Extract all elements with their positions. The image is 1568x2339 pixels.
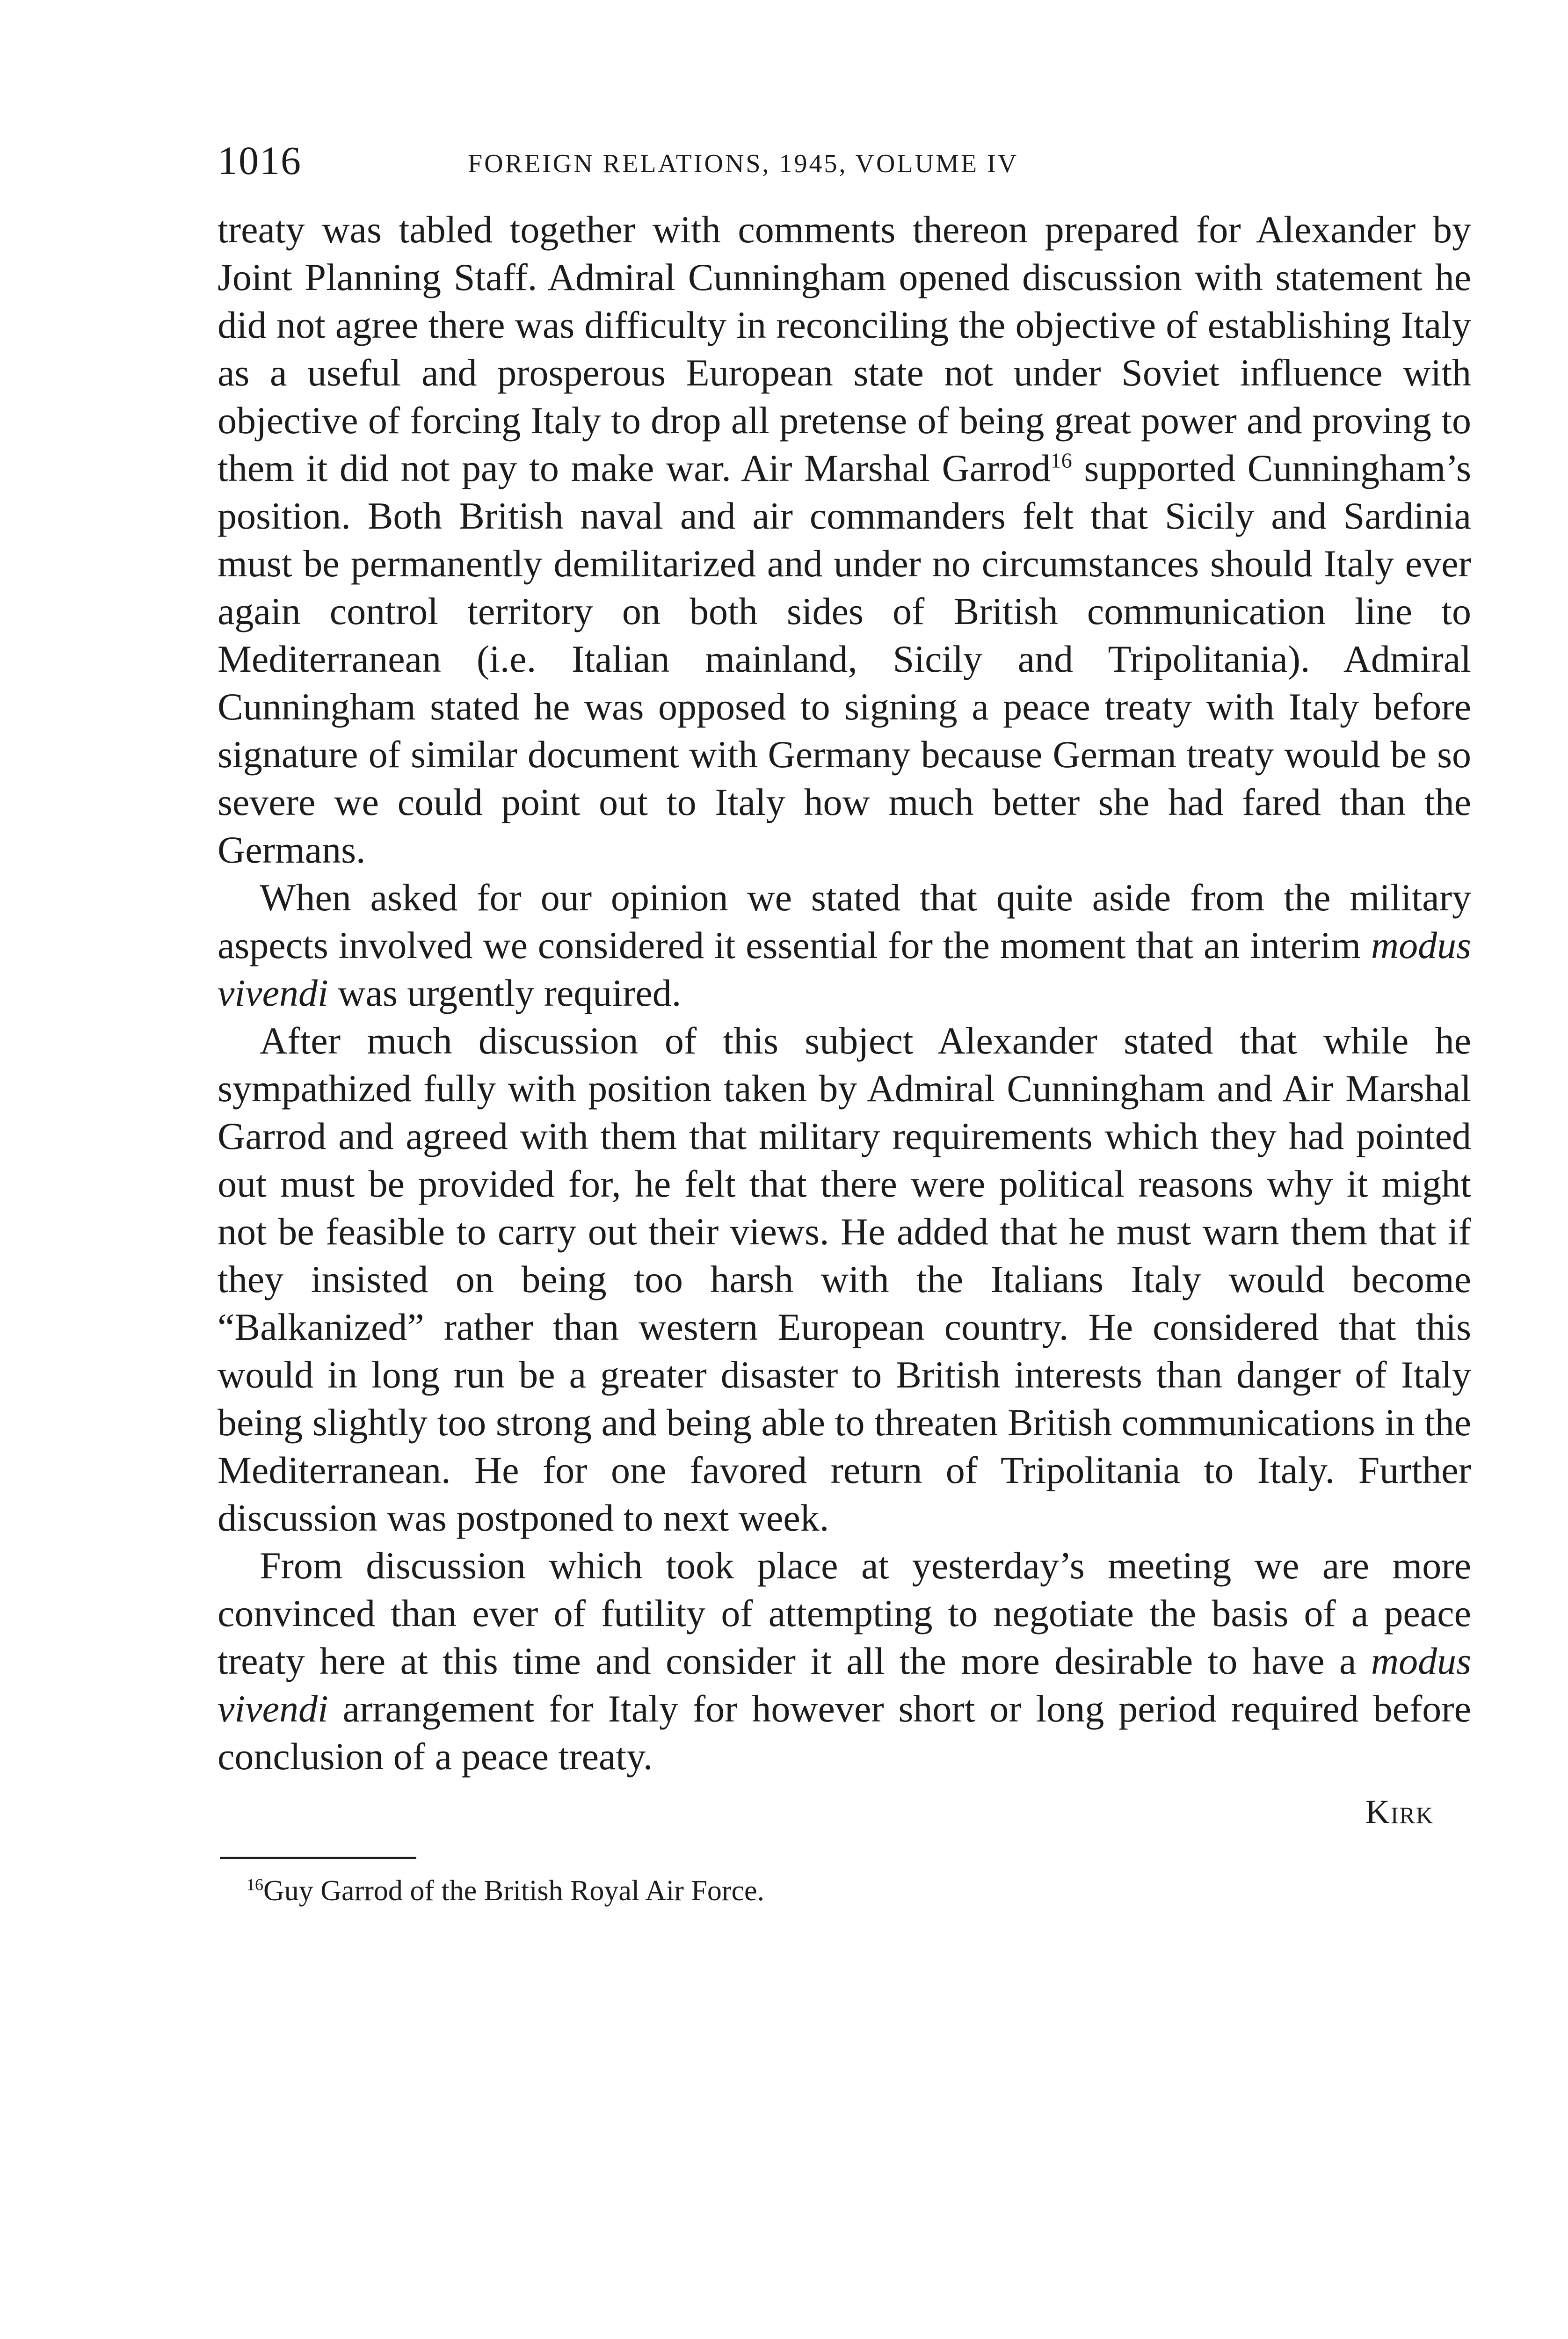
paragraph-2-text-b: was urgently required. (328, 972, 682, 1014)
paragraph-4 (218, 1542, 1471, 1780)
signature: Kirk (1365, 1793, 1434, 1831)
paragraph-1 (218, 206, 1471, 874)
footnote-reference: 16 (1050, 448, 1072, 472)
footnote-divider (220, 1857, 416, 1859)
footnote-marker: 16 (247, 1875, 263, 1894)
paragraph-1-text-b: supported Cunningham’s position. Both British naval and air commanders felt that Sicily and Sardinia must be permanently demilitarized and under no circumstances should Italy ever again control territory on both sides of British communication line to Mediterranean (i.e. Italian mainland, Sicily and Tripolitania). Admiral Cunningham stated he was opposed to signing a peace treaty with Italy before signature of similar document with Germany because German treaty would be so severe we could point out to Italy how much better she had fared than the Germans. (218, 447, 1471, 871)
paragraph-4-text-a: From discussion which took place at yesterday’s meeting we are more convinced than ever of futility of attempting to negotiate the basis of a peace treaty here at this time and consider it all the more desirable to have a (218, 1544, 1471, 1682)
footnote (247, 1872, 1471, 1910)
running-head: FOREIGN RELATIONS, 1945, VOLUME IV (468, 149, 1019, 178)
page-header (218, 140, 1471, 206)
body-text (218, 206, 1471, 1780)
paragraph-2 (218, 874, 1471, 1017)
paragraph-4-italic: modus vivendi (218, 1640, 1471, 1730)
paragraph-2-text-a: When asked for our opinion we stated that quite aside from the military aspects involved we considered it essential for the moment that an interim (218, 876, 1471, 966)
paragraph-2-italic: modus vivendi (218, 924, 1471, 1014)
document-page (218, 140, 1471, 1910)
paragraph-4-text-b: arrangement for Italy for however short or long period required before conclusion of a peace treaty. (218, 1687, 1471, 1778)
footnote-text: Guy Garrod of the British Royal Air Force. (263, 1875, 765, 1907)
paragraph-3: After much discussion of this subject Alexander stated that while he sympathized fully with position taken by Admiral Cunningham and Air Marshal Garrod and agreed with them that military requirements which they had pointed out must be provided for, he felt that there were political reasons why it might not be feasible to carry out their views. He added that he must warn them that if they insisted on being too harsh with the Italians Italy would become “Balkanized” rather than western European country. He considered that this would in long run be a greater disaster to British interests than danger of Italy being slightly too strong and being able to threaten British communications in the Mediterranean. He for one favored return of Tripolitania to Italy. Further discussion was postponed to next week. (218, 1019, 1471, 1539)
paragraph-1-text-a: treaty was tabled together with comments thereon prepared for Alexander by Joint Planning Staff. Admiral Cunningham opened discussion with statement he did not agree there was difficulty in reconciling the objective of establishing Italy as a useful and prosperous European state not under Soviet influence with objective of forcing Italy to drop all pretense of being great power and proving to them it did not pay to make war. Air Marshal Garrod (218, 208, 1471, 489)
page-number: 1016 (218, 138, 302, 183)
